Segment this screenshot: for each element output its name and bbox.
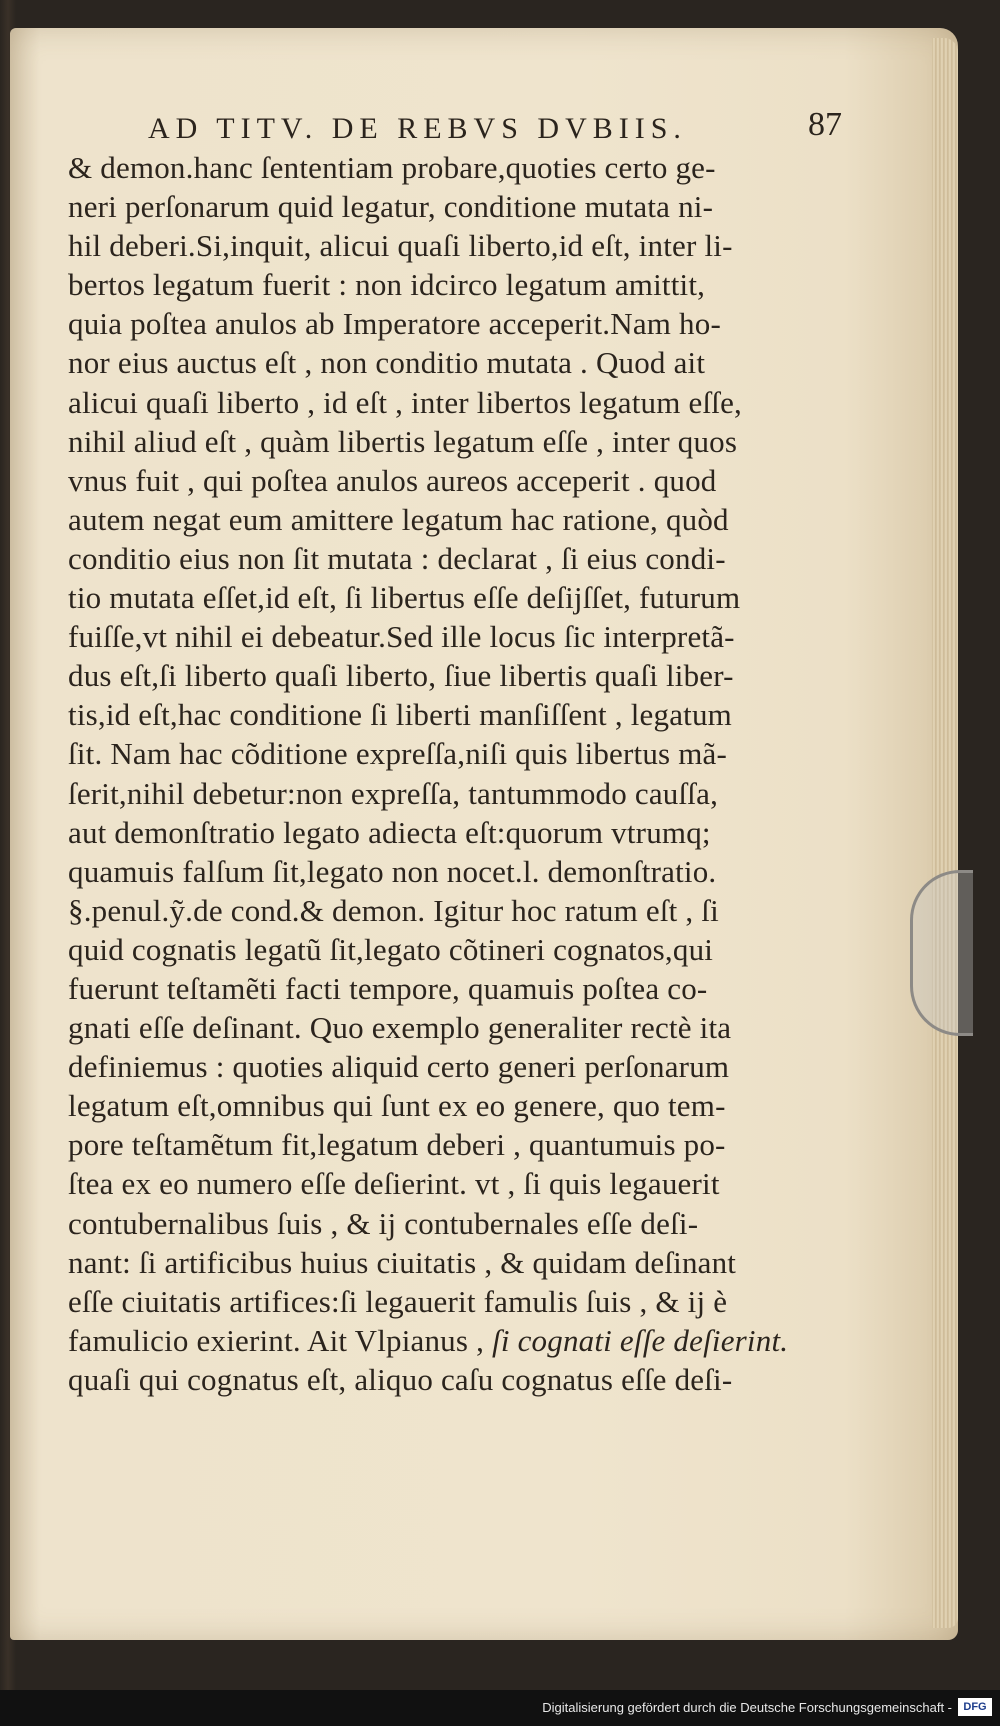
dfg-logo-icon: DFG bbox=[958, 1698, 992, 1716]
text-line: autem negat eum amittere legatum hac ratione, quòd bbox=[68, 501, 729, 537]
italic-quote: ſi cognati eſſe deſierint. bbox=[492, 1322, 789, 1358]
text-line: nor eius auctus eſt , non conditio mutata . Quod ait bbox=[68, 345, 706, 381]
text-line bbox=[68, 1321, 868, 1360]
text-line: alicui quaſi liberto , id eſt , inter libertos legatum eſſe, bbox=[68, 384, 743, 420]
text-line: quaſi qui cognatus eſt, aliquo caſu cognatus eſſe deſi- bbox=[68, 1361, 733, 1397]
page-header bbox=[148, 106, 848, 152]
running-title: AD TITV. DE REBVS DVBIIS. bbox=[148, 112, 687, 145]
text-line: eſſe ciuitatis artifices:ſi legauerit famulis ſuis , & ij è bbox=[68, 1283, 728, 1319]
text-line: ſerit,nihil debetur:non expreſſa, tantummodo cauſſa, bbox=[68, 775, 719, 811]
text-line: quid cognatis legatũ ſit,legato cõtineri cognatos,qui bbox=[68, 931, 714, 967]
text-line: ſtea ex eo numero eſſe deſierint. vt , ſi quis legauerit bbox=[68, 1166, 720, 1202]
text-line: neri perſonarum quid legatur, conditione mutata ni- bbox=[68, 189, 714, 225]
text-line: legatum eſt,omnibus qui ſunt ex eo genere, quo tem- bbox=[68, 1088, 726, 1124]
text-line: tis,id eſt,hac conditione ſi liberti manſiſſent , legatum bbox=[68, 697, 732, 733]
page-number: 87 bbox=[808, 106, 842, 143]
text-line: nihil aliud eſt , quàm libertis legatum eſſe , inter quos bbox=[68, 423, 738, 459]
text-line: §.penul.ỹ.de cond.& demon. Igitur hoc ratum eſt , ſi bbox=[68, 892, 719, 928]
text-line: bertos legatum fuerit : non idcirco legatum amittit, bbox=[68, 267, 706, 303]
text-line: conditio eius non ſit mutata : declarat , ſi eius condi- bbox=[68, 540, 726, 576]
text-line: dus eſt,ſi liberto quaſi liberto, ſiue libertis quaſi liber- bbox=[68, 658, 734, 694]
text-line: fuerunt teſtamẽti facti tempore, quamuis poſtea co- bbox=[68, 970, 708, 1006]
text-line: contubernalibus ſuis , & ij contubernales eſſe deſi- bbox=[68, 1205, 699, 1241]
text-line: fuiſſe,vt nihil ei debeatur.Sed ille locus ſic interpretã- bbox=[68, 619, 735, 655]
page-clip bbox=[910, 870, 973, 1036]
page-edges bbox=[932, 38, 958, 1628]
text-line: pore teſtamẽtum fit,legatum deberi , quantumuis po- bbox=[68, 1127, 726, 1163]
text-line: quamuis falſum ſit,legato non nocet.l. demonſtratio. bbox=[68, 853, 717, 889]
text-line: aut demonſtratio legato adiecta eſt:quorum vtrumq; bbox=[68, 814, 711, 850]
text-line: hil deberi.Si,inquit, alicui quaſi liberto,id eſt, inter li- bbox=[68, 228, 733, 264]
text-line: & demon.hanc ſententiam probare,quoties certo ge- bbox=[68, 150, 716, 185]
funding-credit: Digitalisierung gefördert durch die Deutsche Forschungsgemeinschaft - bbox=[542, 1700, 952, 1715]
text-line: tio mutata eſſet,id eſt, ſi libertus eſſe deſijſſet, futurum bbox=[68, 580, 741, 616]
text-line-roman: famulicio exierint. Ait Vlpianus , bbox=[68, 1322, 493, 1358]
text-line: definiemus : quoties aliquid certo generi perſonarum bbox=[68, 1049, 730, 1085]
text-line: vnus fuit , qui poſtea anulos aureos acceperit . quod bbox=[68, 462, 717, 498]
text-line: ſit. Nam hac cõditione expreſſa,niſi quis libertus mã- bbox=[68, 736, 728, 772]
body-text bbox=[68, 148, 868, 1399]
digitization-footer bbox=[0, 1690, 1000, 1726]
text-line: quia poſtea anulos ab Imperatore acceperit.Nam ho- bbox=[68, 306, 721, 342]
text-line: nant: ſi artificibus huius ciuitatis , & quidam deſinant bbox=[68, 1244, 737, 1280]
text-line: gnati eſſe deſinant. Quo exemplo generaliter rectè ita bbox=[68, 1010, 732, 1046]
